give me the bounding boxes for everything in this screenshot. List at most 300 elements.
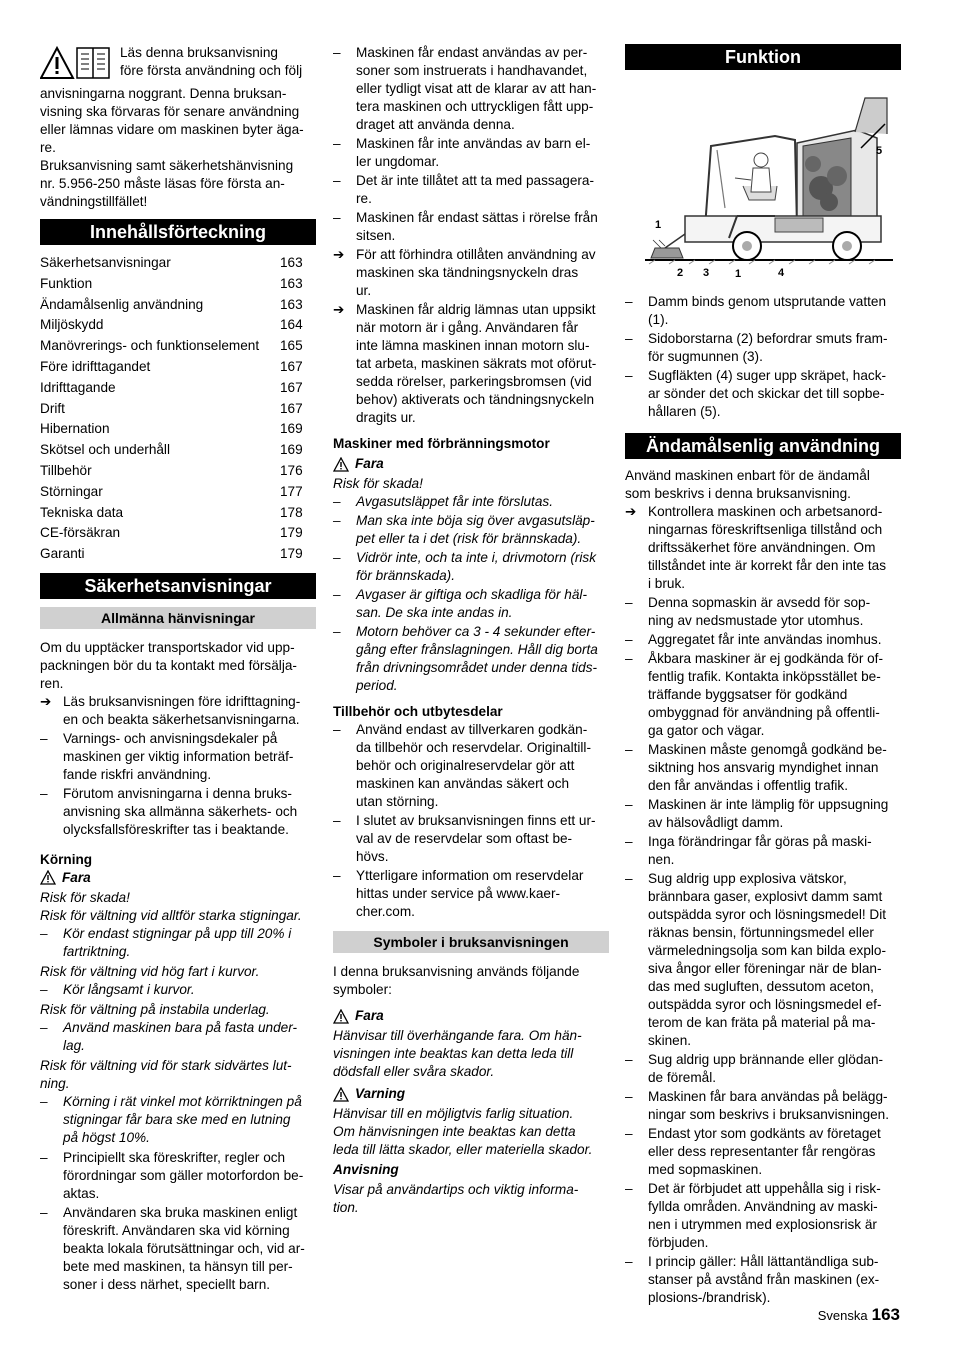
text-line: Kör långsamt i kurvor. xyxy=(63,981,195,997)
warning-desc xyxy=(333,1105,609,1159)
list-item xyxy=(40,925,316,961)
column-right xyxy=(625,44,901,1308)
list-item xyxy=(40,1019,316,1055)
text-line: Maskinen får aldrig lämnas utan uppsikt xyxy=(356,302,596,317)
toc-label: Ändamålsenlig användning xyxy=(40,296,204,312)
list-item xyxy=(333,721,609,811)
text-line: som beskrivs i denna bruksanvisning. xyxy=(625,486,851,501)
text-line: I slutet av bruksanvisningen finns ett ur- xyxy=(356,813,596,828)
list-marker: – xyxy=(625,651,633,666)
text-line: Aggregatet får inte användas inomhus. xyxy=(648,632,882,647)
warning-triangle-icon xyxy=(333,457,349,472)
sweeper-diagram xyxy=(625,88,901,278)
toc-page: 179 xyxy=(280,546,303,562)
toc-page: 176 xyxy=(280,462,303,478)
text-line: val av de reservdelar som oftast be- xyxy=(356,831,573,846)
fig-label: 1 xyxy=(735,268,742,278)
list-item xyxy=(333,812,609,866)
list-marker: – xyxy=(625,742,633,757)
list-item xyxy=(333,493,609,511)
text-line: för brännskada). xyxy=(356,568,455,583)
text-line: på högst 10%. xyxy=(63,1129,150,1145)
list-item-text xyxy=(356,172,594,208)
toc-entry xyxy=(40,544,316,565)
text-line: den får användas i offentlig trafik. xyxy=(648,778,849,793)
text-line: en och beakta säkerhetsanvisningarna. xyxy=(63,711,300,727)
list-item xyxy=(333,246,609,300)
toc-page: 169 xyxy=(280,442,303,458)
toc-page: 165 xyxy=(280,338,303,354)
list-item-text xyxy=(356,209,598,245)
toc-page: 169 xyxy=(280,421,303,437)
toc-title: Innehållsförteckning xyxy=(40,219,316,245)
danger-label: Fara xyxy=(62,869,91,885)
danger-label: Fara xyxy=(355,1008,384,1023)
text-line: stigningar får bara ske med en lutning xyxy=(63,1111,291,1127)
list-item-text xyxy=(648,503,886,593)
text-line: när motorn är i gång. Användaren får xyxy=(356,320,579,335)
accessories-items xyxy=(333,721,609,921)
list-item-text xyxy=(63,925,291,961)
engine-title: Maskiner med förbränningsmotor xyxy=(333,436,550,451)
list-marker: – xyxy=(333,45,341,60)
list-item xyxy=(625,631,901,649)
symbol-danger-heading xyxy=(333,1007,609,1025)
list-item-text xyxy=(648,1051,883,1087)
text-line: brännbara gaser, explosivt damm samt xyxy=(648,889,883,904)
toc-label: Miljöskydd xyxy=(40,317,104,333)
list-marker: – xyxy=(40,785,48,801)
text-line: draget att använda denna. xyxy=(356,117,515,132)
text-line: Denna sopmaskin är avsedd för sop- xyxy=(648,595,871,610)
driving-title: Körning xyxy=(40,851,93,867)
text-line: outspädda syror och lösningsmedel ef- xyxy=(648,997,882,1012)
text-line: räknas bensin, förtunningsmedel eller xyxy=(648,925,874,940)
text-line: Risk för vältning vid för stark sidvärtes lut- xyxy=(40,1057,292,1073)
text-line: Sug aldrig upp explosiva vätskor, xyxy=(648,871,847,886)
list-marker: – xyxy=(625,632,633,647)
list-item-text xyxy=(63,1019,297,1055)
driving-normal-items xyxy=(40,1149,316,1294)
list-marker: – xyxy=(40,1019,48,1035)
list-item-text xyxy=(648,650,883,740)
text-line: ler ungdomar. xyxy=(356,154,440,169)
list-item-text xyxy=(648,1088,889,1124)
list-item xyxy=(333,867,609,921)
list-item-text xyxy=(356,867,583,921)
text-line: I princip gäller: Håll lättantändliga sub- xyxy=(648,1254,879,1269)
list-item xyxy=(333,44,609,134)
page-footer xyxy=(818,1306,900,1325)
text-line: hållaren (5). xyxy=(648,404,721,419)
text-line: maskinen ger viktig information beträf- xyxy=(63,748,294,764)
fig-label: 5 xyxy=(876,145,883,157)
text-line: maskinen kan användas säkert och xyxy=(356,776,570,791)
text-line: nen i utrymmen med explosionsrisk är xyxy=(648,1217,877,1232)
footer-language: Svenska xyxy=(817,1308,868,1323)
list-marker: – xyxy=(333,494,341,509)
list-item-text xyxy=(356,812,596,866)
toc-entry xyxy=(40,315,316,336)
list-marker: – xyxy=(333,136,341,151)
list-marker: ➔ xyxy=(40,693,52,709)
funktion-items xyxy=(625,293,901,421)
list-marker: – xyxy=(333,722,341,737)
toc-entry xyxy=(40,253,316,274)
text-line: med sopmaskinen. xyxy=(648,1162,763,1177)
fara-desc xyxy=(333,1027,609,1081)
list-marker: – xyxy=(625,797,633,812)
list-marker: – xyxy=(625,871,633,886)
funktion-title: Funktion xyxy=(625,44,901,70)
text-line: För att förhindra otillåten användning av xyxy=(356,247,596,262)
text-line: Visar på användartips och viktig informa- xyxy=(333,1182,579,1197)
text-line: träffande byggsatser för godkänd xyxy=(648,687,848,702)
toc-entry xyxy=(40,378,316,399)
list-item xyxy=(625,293,901,329)
list-item-text xyxy=(648,594,870,630)
text-line: Maskinen är inte lämplig för uppsugning xyxy=(648,797,889,812)
list-marker: – xyxy=(333,587,341,602)
list-marker: ➔ xyxy=(333,302,345,317)
toc-entry xyxy=(40,274,316,295)
text-line: (1). xyxy=(648,312,669,327)
text-line: Sug aldrig upp brännande eller glödan- xyxy=(648,1052,884,1067)
list-marker: – xyxy=(333,813,341,828)
intro-line: vändningstillfället! xyxy=(40,194,148,209)
toc-page: 167 xyxy=(280,379,303,395)
text-line: symboler: xyxy=(333,982,392,997)
operator-items xyxy=(333,44,609,427)
text-line: Använd maskinen bara på fasta under- xyxy=(63,1019,298,1035)
text-line: Hänvisar till en möjligtvis farlig situation. xyxy=(333,1106,574,1121)
text-line: Sugfläkten (4) suger upp skräpet, hack- xyxy=(648,368,887,383)
text-line: tillståndet inte är korrekt får den inte tas xyxy=(648,558,887,573)
list-item xyxy=(625,833,901,869)
text-line: Principiellt ska föreskrifter, regler och xyxy=(63,1149,286,1165)
text-line: plosions-/brandrisk). xyxy=(648,1290,771,1305)
text-line: eller tydligt visat att de klarar av att han- xyxy=(356,81,597,96)
list-marker: – xyxy=(333,173,341,188)
text-line: hittas under service på www.kaer- xyxy=(356,886,560,901)
toc-entry xyxy=(40,482,316,503)
text-line: aktas. xyxy=(63,1185,100,1201)
list-item xyxy=(625,741,901,795)
text-line: ning av nedsmustade ytor utomhus. xyxy=(648,613,864,628)
toc-page: 177 xyxy=(280,483,303,499)
list-item-text xyxy=(356,586,587,622)
list-item-text xyxy=(356,135,590,171)
list-item xyxy=(40,785,316,839)
text-line: bete med maskinen, ta hänsyn till per- xyxy=(63,1258,293,1274)
general-lines xyxy=(40,639,316,693)
text-line: från drivningsområdet under denna tids- xyxy=(356,660,598,675)
toc-label: Tillbehör xyxy=(40,462,92,478)
list-item xyxy=(625,1051,901,1087)
text-line: gång efter frånslagningen. Håll dig borta xyxy=(356,642,598,657)
text-line: visningen inte beaktas kan detta leda till xyxy=(333,1046,574,1061)
toc-list xyxy=(40,253,316,565)
text-line: maskinen ska tändningsnyckeln dras xyxy=(356,265,579,280)
text-line: Sidoborstarna (2) befordrar smuts fram- xyxy=(648,331,888,346)
intro-line: Läs denna bruksanvisning xyxy=(120,45,278,60)
list-item xyxy=(625,796,901,832)
intro-line: före första användning och följ xyxy=(120,63,303,78)
toc-label: CE-försäkran xyxy=(40,525,121,541)
list-item-text xyxy=(356,721,591,811)
text-line: Kontrollera maskinen och arbetsanord- xyxy=(648,504,883,519)
risk-injury: Risk för skada! xyxy=(40,889,130,905)
list-item-text xyxy=(648,741,887,795)
text-line: behov) aktiverats och tändningsnyckeln xyxy=(356,392,595,407)
text-line: da tillbehör och reservdelar. Originaltill- xyxy=(356,740,591,755)
list-item xyxy=(625,650,901,740)
engine-items xyxy=(333,493,609,695)
text-line: för sugmunnen (3). xyxy=(648,349,763,364)
intro-line: nr. 5.956-250 måste läsas före första an- xyxy=(40,176,285,191)
list-item xyxy=(625,503,901,593)
text-line: fyllda områden. Användning av maski- xyxy=(648,1199,878,1214)
toc-page: 167 xyxy=(280,358,303,374)
text-line: värmeledningsolja som kan bilda explo- xyxy=(648,943,887,958)
text-line: Risk för vältning vid hög fart i kurvor. xyxy=(40,963,260,979)
text-line: Inga förändringar får göras på maski- xyxy=(648,834,872,849)
list-item-text xyxy=(648,293,886,329)
toc-entry xyxy=(40,419,316,440)
text-line: dragits ur. xyxy=(356,410,416,425)
text-line: stanser på avstånd från maskinen (ex- xyxy=(648,1272,880,1287)
text-line: Damm binds genom utsprutande vatten xyxy=(648,294,887,309)
danger-label: Fara xyxy=(355,456,384,471)
text-line: siktning hos ansvarig myndighet innan xyxy=(648,760,879,775)
list-item-text xyxy=(356,301,596,427)
note-label: Anvisning xyxy=(333,1162,399,1177)
text-line: ren. xyxy=(40,675,64,691)
list-item-text xyxy=(648,796,888,832)
list-marker: – xyxy=(625,1254,633,1269)
list-marker: – xyxy=(40,925,48,941)
fig-label: 3 xyxy=(703,267,710,278)
text-line: ur. xyxy=(356,283,372,298)
list-item xyxy=(333,586,609,622)
text-line: Förutom anvisningarna i denna bruks- xyxy=(63,785,292,801)
list-marker: – xyxy=(625,1089,633,1104)
text-line: leda till lätta skador, eller materiella skador. xyxy=(333,1142,593,1157)
text-line: Om hänvisningen inte beaktas kan detta xyxy=(333,1124,576,1139)
list-item-text xyxy=(356,44,596,134)
toc-label: Störningar xyxy=(40,483,103,499)
text-line: dödsfall eller svåra skador. xyxy=(333,1064,495,1079)
text-line: fentlig trafik. Kontakta inköpsstället be- xyxy=(648,669,881,684)
text-line: förbjuden. xyxy=(648,1235,709,1250)
text-line: packningen bör du ta kontakt med försälja- xyxy=(40,657,297,673)
text-line: anvisning ska allmänna säkerhets- och xyxy=(63,803,298,819)
list-marker: – xyxy=(333,513,341,528)
list-item xyxy=(625,1088,901,1124)
toc-page: 163 xyxy=(280,275,303,291)
text-line: Om du upptäcker transportskador vid upp- xyxy=(40,639,295,655)
general-title: Allmänna hänvisningar xyxy=(40,607,316,629)
list-item-text xyxy=(648,367,886,421)
toc-label: Manövrerings- och funktionselement xyxy=(40,338,260,354)
list-item xyxy=(333,135,609,171)
text-line: Varnings- och anvisningsdekaler på xyxy=(63,730,278,746)
fig-label: 1 xyxy=(655,219,662,231)
toc-page: 167 xyxy=(280,400,303,416)
list-item-text xyxy=(648,631,882,649)
list-item-text xyxy=(356,512,595,548)
column-left xyxy=(40,44,316,1295)
list-item xyxy=(625,870,901,1050)
text-line: inte lämna maskinen innan motorn slu- xyxy=(356,338,590,353)
list-marker: – xyxy=(625,1052,633,1067)
text-line: Motorn behöver ca 3 - 4 sekunder efter- xyxy=(356,624,596,639)
list-marker: – xyxy=(333,210,341,225)
text-line: Maskinen får bara användas på belägg- xyxy=(648,1089,888,1104)
text-line: skinen. xyxy=(648,1033,692,1048)
list-item-text xyxy=(356,623,598,695)
list-marker: – xyxy=(625,595,633,610)
list-marker: ➔ xyxy=(333,247,345,262)
intro xyxy=(40,44,316,211)
list-item xyxy=(333,301,609,427)
text-line: ombyggnad för användning på offentli- xyxy=(648,705,880,720)
text-line: de föremål. xyxy=(648,1070,717,1085)
text-line: soner i dess närhet, speciellt barn. xyxy=(63,1276,271,1292)
text-line: tion. xyxy=(333,1200,359,1215)
toc-entry xyxy=(40,523,316,544)
symbols-intro xyxy=(333,963,609,999)
text-line: Det är inte tillåtet att ta med passagera- xyxy=(356,173,595,188)
toc-label: Funktion xyxy=(40,275,93,291)
text-line: Kör endast stigningar på upp till 20% i xyxy=(63,925,292,941)
accessories-title: Tillbehör och utbytesdelar xyxy=(333,704,503,719)
list-item-text xyxy=(63,1149,303,1203)
text-line: Användaren ska bruka maskinen enligt xyxy=(63,1204,298,1220)
text-line: I denna bruksanvisning används följande xyxy=(333,964,580,979)
text-line: lag. xyxy=(63,1037,85,1053)
toc-page: 163 xyxy=(280,296,303,312)
list-item xyxy=(625,1253,901,1307)
general-items xyxy=(40,693,316,839)
list-marker: – xyxy=(625,834,633,849)
intro-icons xyxy=(40,46,112,85)
toc-label: Säkerhetsanvisningar xyxy=(40,255,171,270)
text-line: Maskinen måste genomgå godkänd be- xyxy=(648,742,887,757)
list-item-text xyxy=(648,1125,881,1179)
text-line: ar sönder det och skickar det till sopbe- xyxy=(648,386,885,401)
symbols-title: Symboler i bruksanvisningen xyxy=(333,931,609,953)
text-line: re. xyxy=(356,191,372,206)
toc-page: 163 xyxy=(280,255,303,270)
list-item-text xyxy=(356,246,596,300)
list-item-text xyxy=(63,1204,305,1294)
text-line: Avgaser är giftiga och skadliga för häl- xyxy=(356,587,587,602)
intended-items xyxy=(625,503,901,1307)
intro-line: eller lämnas vidare om maskinen byter äga- xyxy=(40,122,304,137)
text-line: utan störning. xyxy=(356,794,439,809)
text-line: Maskinen får endast användas av per- xyxy=(356,45,588,60)
intended-intro xyxy=(625,467,901,503)
list-marker: – xyxy=(40,981,48,997)
text-line: Maskinen får inte användas av barn el- xyxy=(356,136,591,151)
intro-line: Bruksanvisning samt säkerhetshänvisning xyxy=(40,158,294,173)
list-item xyxy=(333,209,609,245)
list-marker: – xyxy=(333,550,341,565)
list-marker: – xyxy=(40,1149,48,1165)
text-line: nen. xyxy=(648,852,675,867)
list-item xyxy=(333,549,609,585)
list-marker: – xyxy=(40,1204,48,1220)
page-number: 163 xyxy=(871,1305,900,1324)
toc-entry xyxy=(40,440,316,461)
list-item xyxy=(40,1093,316,1147)
list-item xyxy=(333,172,609,208)
warning-triangle-icon xyxy=(333,1009,349,1024)
warning-triangle-icon xyxy=(40,870,56,885)
intended-title: Ändamålsenlig användning xyxy=(625,433,901,459)
text-line: tera maskinen och uttryckligen fått upp- xyxy=(356,99,594,114)
toc-entry xyxy=(40,336,316,357)
toc-label: Hibernation xyxy=(40,421,110,437)
text-line: Avgasutsläppet får inte förslutas. xyxy=(356,494,553,509)
text-line: Använd endast av tillverkaren godkän- xyxy=(356,722,588,737)
engine-danger-heading xyxy=(333,455,609,473)
list-item-text xyxy=(648,870,886,1050)
list-marker: – xyxy=(625,331,633,346)
toc-page: 164 xyxy=(280,317,303,333)
text-line: Vidrör inte, och ta inte i, drivmotorn (risk xyxy=(356,550,596,565)
text-line: period. xyxy=(356,678,398,693)
text-line: ningar som beskrivs i bruksanvisningen. xyxy=(648,1107,890,1122)
text-line: av hälsovådligt damm. xyxy=(648,815,784,830)
text-line: Körning i rät vinkel mot körriktningen på xyxy=(63,1093,302,1109)
text-line: sedda rörelser, parkeringsbromsen (vid xyxy=(356,374,592,389)
text-line: Ytterligare information om reservdelar xyxy=(356,868,584,883)
toc-label: Drift xyxy=(40,400,65,416)
text-line: sitsen. xyxy=(356,228,396,243)
list-item-text xyxy=(648,330,887,366)
text-line: beakta lokala förutsättningar och, vid ar- xyxy=(63,1240,305,1256)
list-item-text xyxy=(648,833,872,869)
list-item xyxy=(625,1125,901,1179)
text-line: Läs bruksanvisningen före idrifttagning- xyxy=(63,693,301,709)
toc-page: 179 xyxy=(280,525,303,541)
column-middle xyxy=(333,44,609,1217)
text-line: olycksfallsföreskrifter tas i beaktande. xyxy=(63,821,289,837)
warning-label: Varning xyxy=(355,1086,406,1101)
text-line: Man ska inte böja sig över avgasutsläp- xyxy=(356,513,595,528)
toc-page: 178 xyxy=(280,504,303,520)
list-item xyxy=(625,594,901,630)
note-desc xyxy=(333,1181,609,1217)
danger-heading xyxy=(40,869,316,887)
list-marker: – xyxy=(333,868,341,883)
warning-triangle-icon xyxy=(333,1087,349,1102)
text-line: ningarnas föreskriftsenliga tillstånd och xyxy=(648,522,883,537)
text-line: föreskrift. Användaren ska vid körning xyxy=(63,1222,290,1238)
text-line: siva ångor eller föreningar när de blan- xyxy=(648,961,882,976)
text-line: soner som instruerats i handhavandet, xyxy=(356,63,588,78)
list-item-text xyxy=(648,1180,881,1252)
risk-injury: Risk för skada! xyxy=(333,476,423,491)
text-line: terom de kan fräta på material på ma- xyxy=(648,1015,876,1030)
toc-entry xyxy=(40,461,316,482)
list-marker: – xyxy=(40,1093,48,1109)
text-line: fartriktning. xyxy=(63,943,131,959)
toc-entry xyxy=(40,295,316,316)
list-item xyxy=(625,367,901,421)
